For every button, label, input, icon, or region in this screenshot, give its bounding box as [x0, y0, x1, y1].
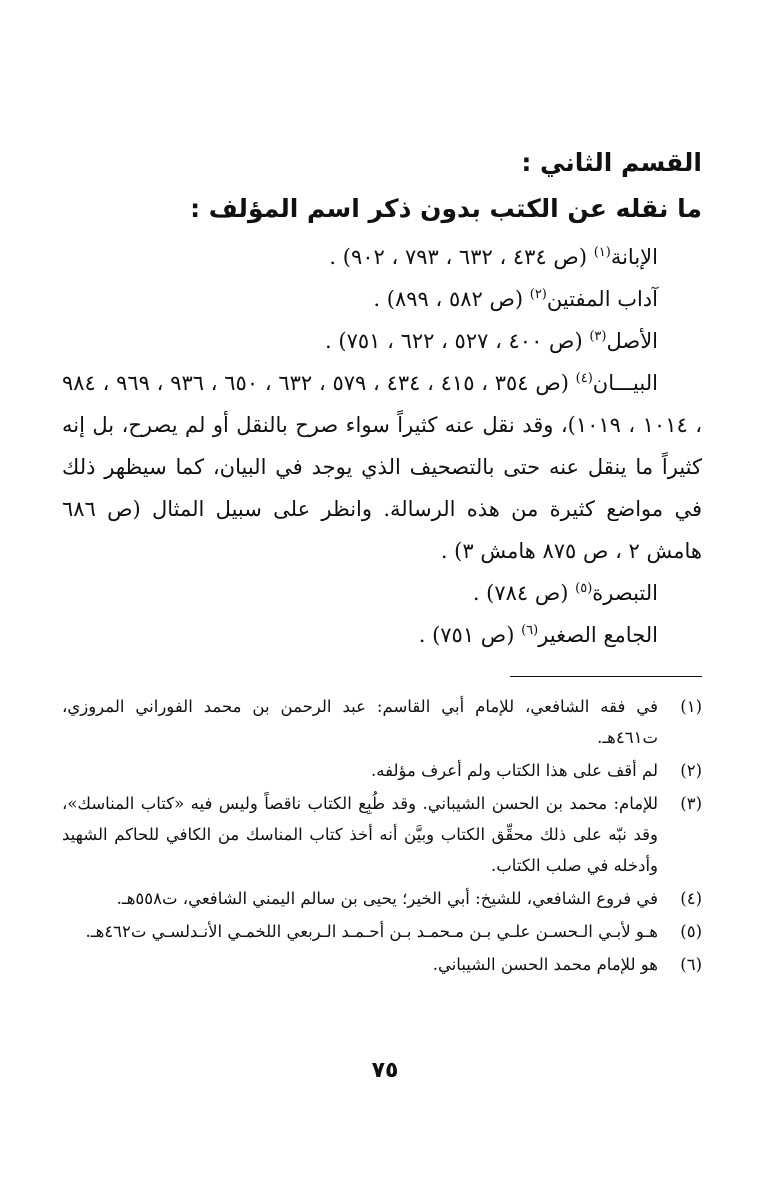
- entry-adab-almuftin: آداب المفتين$^{(٢)}$ (ص ٥٨٢ ، ٨٩٩) .: [373, 287, 658, 311]
- entry-alasl: الأصل$^{(٣)}$ (ص ٤٠٠ ، ٥٢٧ ، ٦٢٢ ، ٧٥١) .: [325, 329, 658, 353]
- footnote-ref: (٤): [575, 371, 593, 386]
- footnote-ref: (١): [593, 245, 611, 260]
- footnote: [62, 788, 702, 881]
- footnote-number: (٣): [680, 794, 702, 813]
- entry-albayan: البيـــان$^{(٤)}$ (ص ٣٥٤ ، ٤١٥ ، ٤٣٤ ، ٥٧٩ ، ٦٣٢ ، ٦٥٠ ، ٩٣٦ ، ٩٦٩ ، ٩٨٤ ، ١٠١٤ ، ١٠١٩)، وقد نقل عنه كثيراً سواء صرح بالنقل أو لم يصرح، بل إنه كثيراً ما ينقل عنه حتى بالتصحيف الذي يوجد في البيان، كما سيظهر ذلك في مواضع كثيرة من هذه الرسالة. وانظر على سبيل المثال (ص ٦٨٦ هامش ٢ ، ص ٨٧٥ هامش ٣) .: [62, 371, 702, 563]
- footnote: [62, 949, 702, 980]
- entry-altabsira: التبصرة$^{(٥)}$ (ص ٧٨٤) .: [472, 581, 658, 605]
- footnote-ref: (٥): [575, 581, 593, 596]
- section-title: القسم الثاني :: [521, 148, 702, 177]
- entry-ibana: الإبانة$^{(١)}$ (ص ٤٣٤ ، ٦٣٢ ، ٧٩٣ ، ٩٠٢) .: [329, 245, 658, 269]
- footnote-text: في فروع الشافعي، للشيخ: أبي الخير؛ يحيى بن سالم اليمني الشافعي، ت٥٥٨هـ.: [116, 889, 658, 908]
- footnote-number: (١): [680, 697, 702, 716]
- footnote-text: للإمام: محمد بن الحسن الشيباني. وقد طُبِع الكتاب ناقصاً وليس فيه «كتاب المناسك»، وقد نبّه على ذلك محقِّق الكتاب وبيَّن أنه أخذ كتاب المناسك من الكافي للحاكم الشهيد وأدخله في صلب الكتاب.: [62, 794, 658, 875]
- footnotes: [62, 691, 702, 980]
- entry-aljami-alsaghir: الجامع الصغير$^{(٦)}$ (ص ٧٥١) .: [418, 623, 658, 647]
- footnote-ref: (٢): [529, 287, 547, 302]
- page-number: ٧٥: [371, 1058, 399, 1083]
- footnote-text: في فقه الشافعي، للإمام أبي القاسم: عبد الرحمن بن محمد الفوراني المروزي، ت٤٦١هـ.: [62, 697, 658, 747]
- footnote-number: (٥): [680, 922, 702, 941]
- footnote: [62, 883, 702, 914]
- footnote-text: لم أقف على هذا الكتاب ولم أعرف مؤلفه.: [371, 761, 658, 780]
- footnote-number: (٦): [680, 955, 702, 974]
- section-subtitle: ما نقله عن الكتب بدون ذكر اسم المؤلف :: [190, 194, 702, 223]
- footnote-number: (٢): [680, 761, 702, 780]
- footnote: [62, 916, 702, 947]
- entries-list: [62, 236, 702, 656]
- footnote-number: (٤): [680, 889, 702, 908]
- footnote-text: هو للإمام محمد الحسن الشيباني.: [432, 955, 658, 974]
- footnote-ref: (٦): [521, 623, 539, 638]
- footnote-ref: (٣): [589, 329, 607, 344]
- footnote-text: هـو لأبـي الـحسـن علـي بـن مـحمـد بـن أحـمـد الـربعي اللخمـي الأنـدلسـي ت٤٦٢هـ.: [85, 922, 658, 941]
- footnote: [62, 755, 702, 786]
- footnote: [62, 691, 702, 753]
- footnote-divider: [510, 676, 702, 677]
